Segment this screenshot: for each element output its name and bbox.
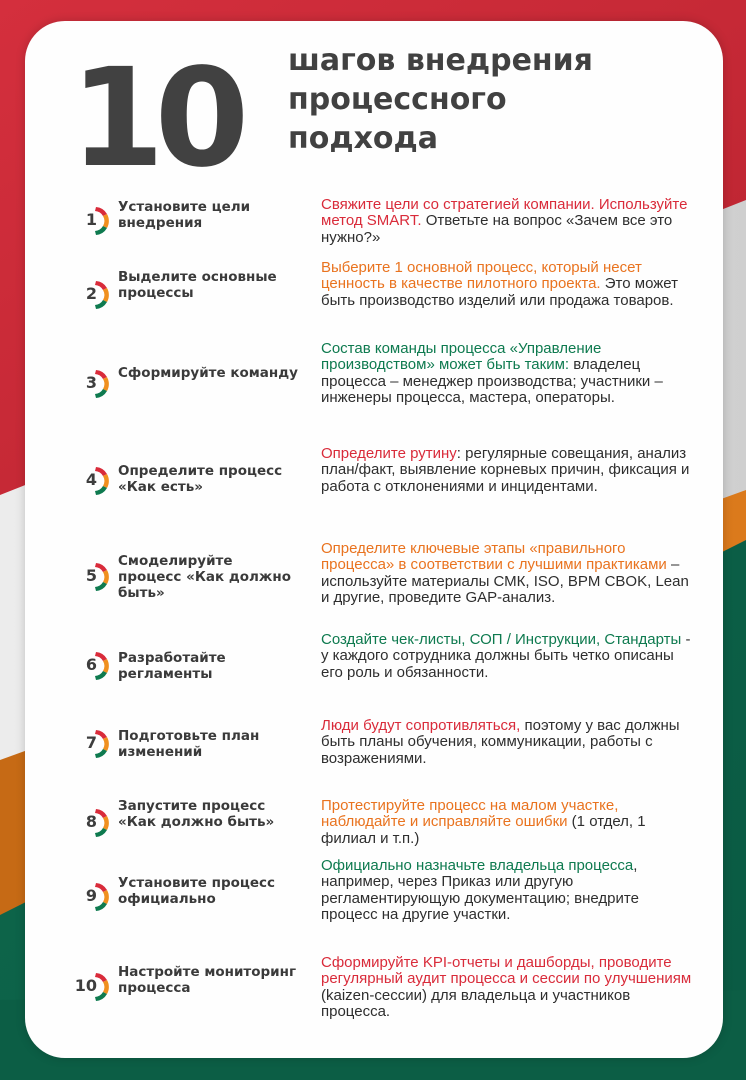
step-number: 6 — [85, 655, 97, 674]
step-title: Подготовьте план изменений — [118, 728, 260, 760]
step-description — [321, 858, 696, 924]
step-number: 5 — [85, 566, 97, 585]
step-badge — [72, 881, 110, 913]
step-number: 10 — [74, 976, 97, 995]
step-number: 1 — [85, 210, 97, 229]
crescent-icon — [94, 650, 110, 682]
step-description — [321, 718, 696, 767]
step-detail: Ответьте на вопрос «Зачем все это нужно?» — [321, 212, 673, 246]
step-badge — [72, 971, 110, 1003]
step-highlight: Создайте чек-листы, СОП / Инструкции, Стандарты — [321, 631, 682, 648]
step-badge — [72, 728, 110, 760]
crescent-icon — [94, 881, 110, 913]
step-number: 8 — [85, 812, 97, 831]
crescent-icon — [94, 205, 110, 237]
step-description — [321, 955, 696, 1021]
step-title: Запустите процесс «Как должно быть» — [118, 798, 275, 830]
step-detail: - у каждого сотрудника должны быть четко описаны его роль и обязанности. — [321, 631, 691, 681]
step-badge — [72, 650, 110, 682]
step-description — [321, 260, 696, 309]
step-badge — [72, 368, 110, 400]
step-description — [321, 197, 696, 246]
crescent-icon — [94, 971, 110, 1003]
hero-number: 10 — [70, 40, 240, 198]
step-detail: Это может быть производство изделий или продажа товаров. — [321, 275, 678, 309]
step-number: 2 — [85, 284, 97, 303]
step-detail: (kaizen-сессии) для владельца и участников процесса. — [321, 986, 631, 1021]
step-title: Смоделируйте процесс «Как должно быть» — [118, 553, 291, 601]
step-highlight: Определите ключевые этапы «правильного процесса» в соответствии с лучшими практиками — [321, 540, 667, 574]
page-title — [288, 41, 593, 158]
step-number: 9 — [85, 886, 97, 905]
crescent-icon — [94, 561, 110, 593]
step-highlight: Свяжите цели со стратегией компании. Используйте метод SMART. — [321, 196, 688, 230]
step-detail: – используйте материалы СМК, ISO, BPM CBOK, Lean и другие, проведите GAP-анализ. — [321, 556, 689, 607]
step-description — [321, 798, 696, 847]
step-highlight: Состав команды процесса «Управление производством» может быть таким: — [321, 340, 602, 374]
title-line-2: процессного — [288, 82, 507, 117]
step-highlight: Определите рутину — [321, 445, 457, 462]
step-description — [321, 541, 696, 607]
step-number: 3 — [85, 373, 97, 392]
step-description — [321, 341, 696, 407]
step-title: Разработайте регламенты — [118, 650, 226, 682]
step-badge — [72, 807, 110, 839]
step-detail: поэтому у вас должны быть планы обучения, коммуникации, работы с возражениями. — [321, 717, 680, 767]
crescent-icon — [94, 728, 110, 760]
step-detail: владелец процесса – менеджер производства; участники – инженеры процесса, мастера, операторы. — [321, 356, 663, 407]
step-title: Настройте мониторинг процесса — [118, 964, 297, 996]
step-title: Выделите основные процессы — [118, 269, 277, 301]
title-line-3: подхода — [288, 121, 438, 156]
step-highlight: Протестируйте процесс на малом участке, наблюдайте и исправляйте ошибки — [321, 797, 619, 831]
step-badge — [72, 465, 110, 497]
step-description — [321, 446, 696, 495]
step-detail: , например, через Приказ или другую регламентирующую документацию; внедрите процесс на другие участки. — [321, 857, 639, 924]
step-badge — [72, 205, 110, 237]
crescent-icon — [94, 807, 110, 839]
step-highlight: Люди будут сопротивляться, — [321, 717, 521, 734]
step-highlight: Выберите 1 основной процесс, который несет ценность в качестве пилотного проекта. — [321, 259, 642, 293]
crescent-icon — [94, 368, 110, 400]
crescent-icon — [94, 465, 110, 497]
step-detail: (1 отдел, 1 филиал и т.п.) — [321, 813, 646, 847]
step-badge — [72, 279, 110, 311]
step-highlight: Официально назначьте владельца процесса — [321, 857, 634, 874]
title-line-1: шагов внедрения — [288, 43, 593, 78]
step-title: Установите цели внедрения — [118, 199, 251, 231]
step-detail: : регулярные совещания, анализ план/факт, выявление корневых причин, фиксация и работа с отклонениями и инцидентами. — [321, 445, 690, 495]
step-highlight: Сформируйте KPI-отчеты и дашборды, проводите регулярный аудит процесса и сессии по улучшениям — [321, 954, 692, 988]
step-description — [321, 632, 696, 681]
step-badge — [72, 561, 110, 593]
step-title: Сформируйте команду — [118, 365, 298, 381]
crescent-icon — [94, 279, 110, 311]
step-number: 4 — [85, 470, 97, 489]
step-number: 7 — [85, 733, 97, 752]
step-title: Определите процесс «Как есть» — [118, 463, 283, 495]
step-title: Установите процесс официально — [118, 875, 276, 907]
content-card — [25, 21, 723, 1058]
